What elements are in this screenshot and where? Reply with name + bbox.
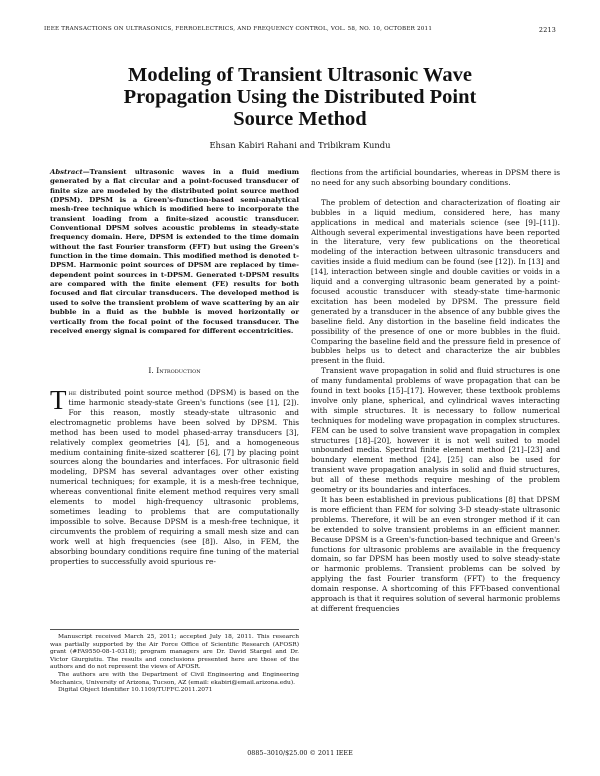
section-heading: I. Introduction	[148, 366, 201, 376]
footnote: The authors are with the Department of Civil Engineering and Engineering Mechanics, University of Arizona, Tucson, AZ (email: ekabiri@email.arizona.edu).	[50, 671, 299, 686]
left-column	[50, 168, 299, 566]
journal-header: IEEE TRANSACTIONS ON ULTRASONICS, FERROELECTRICS, AND FREQUENCY CONTROL, VOL. 58, NO. 10, OCTOBER 2011	[44, 26, 433, 32]
intro-paragraph	[50, 385, 299, 566]
paragraph: Transient wave propagation in solid and fluid structures is one of many fundamental problems of wave propagation that can be found in text books [15]–[17]. However, these textbook problems involve only plane, spherical, and cylindrical waves interacting with simple structures. It is necessary to follow numerical techniques for modeling wave propagation in complex structures. FEM can be used to solve transient wave propagation in complex structures [18]–[20], however it is not well suited to model unbounded media. Spectral finite element method [21]–[23] and boundary element method [24], [25] can also be used for transient wave propagation analysis in solid and fluid structures, but all of these methods require meshing of the problem geometry or its boundaries and interfaces.	[311, 366, 560, 495]
authors: Ehsan Kabiri Rahani and Tribikram Kundu	[209, 140, 391, 150]
abstract-label: Abstract	[50, 168, 83, 176]
footnotes	[50, 629, 299, 695]
title-line: Modeling of Transient Ultrasonic Wave	[128, 64, 472, 86]
abstract	[50, 168, 299, 336]
paragraph: It has been established in previous publications [8] that DPSM is more efficient than FEM for solving 3-D steady-state ultrasonic problems. Therefore, it will be an even stronger method if it can be extended to solve transient problems in an efficient manner. Because DPSM is a Green's-function-based technique and Green's functions for ultrasonic problems are available in the frequency domain, so far DPSM has been mostly used to solve steady-state or harmonic problems. Transient problems can be solved by applying the fast Fourier transform (FFT) to the frequency domain response. A shortcoming of this FFT-based conventional approach is that it requires solution of several harmonic problems at different frequencies	[311, 495, 560, 613]
running-header	[44, 26, 556, 36]
footnote: Digital Object Identifier 10.1109/TUFFC.2011.2071	[58, 687, 213, 694]
abstract-text: —Transient ultrasonic waves in a fluid medium generated by a flat circular and a point-focused transducer of finite size are modeled by the distributed point source method (DPSM). DPSM is a Green's-function-based semi-analytical mesh-free technique which is modified here to incorporate the transient loading from a finite-sized acoustic transducer. Conventional DPSM solves acoustic problems in steady-state frequency domain. Here, DPSM is extended to the time domain without the fast Fourier transform (FFT) but using the Green's function in the time domain. This modified method is denoted t-DPSM. Harmonic point sources of DPSM are replaced by time-dependent point sources in t-DPSM. Generated t-DPSM results are compared with the finite element (FE) results for both focused and flat circular transducers. The developed method is used to solve the transient problem of wave scattering by an air bubble in a fluid as the bubble is moved horizontally or vertically from the focal point of the focused transducer. The received energy signal is compared for different eccentricities.	[50, 168, 299, 335]
page-number: 2213	[538, 26, 556, 34]
title-line: Propagation Using the Distributed Point	[123, 86, 477, 108]
title-line: Source Method	[233, 108, 367, 130]
paper-title	[40, 64, 560, 130]
intro-text: distributed point source method (DPSM) is based on the time harmonic steady-state Green's functions (see [1], [2]). For this reason, mostly steady-state ultrasonic and electromagnetic problems have been solved by DPSM. This method has been used to model phased-array transducers [3], relatively complex geometries [4], [5], and a homogeneous medium containing finite-sized scatterer [6], [7] by placing point sources along the boundaries and interfaces. For ultrasonic field modeling, DPSM has several advantages over other existing numerical techniques; for example, it is a mesh-free technique, whereas conventional finite element method requires very small elements to model high-frequency ultrasonic problems, sometimes leading to problems that are computationally impossible to solve. Because DPSM is a mesh-free technique, it circumvents the problem of requiring a small mesh size and can work well at high frequencies (see [8]). Also, in FEM, the absorbing boundary conditions require fine tuning of the material properties to successfully avoid spurious re-	[50, 388, 299, 566]
copyright-line: 0885–3010/$25.00 © 2011 IEEE	[247, 749, 353, 757]
lead-word: he	[68, 388, 77, 398]
drop-cap: T	[50, 385, 67, 416]
right-column	[311, 168, 560, 614]
paragraph: flections from the artificial boundaries, whereas in DPSM there is no need for any such absorbing boundary conditions.	[311, 168, 560, 187]
footnote: Manuscript received March 25, 2011; accepted July 18, 2011. This research was partially supported by the Air Force Office of Scientific Research (AFOSR) grant (#FA9550-08-1-0318); program managers are Dr. David Stargel and Dr. Victor Giurgiutiu. The results and conclusions presented here are those of the authors and do not represent the views of AFOSR.	[50, 634, 299, 671]
paragraph: The problem of detection and characterization of floating air bubbles in a liquid medium, considered here, has many applications in medical and materials science (see [9]–[11]). Although several experimental investigations have been reported in the literature, very few publications on the theoretical modeling of the interaction between ultrasonic transducers and cavities inside a fluid medium can be found (see [12]). In [13] and [14], interaction between single and double cavities or voids in a liquid and a converging ultrasonic beam generated by a point-focused acoustic transducer with steady-state time-harmonic excitation has been modeled by DPSM. The pressure field generated by a transducer in the absence of any bubble gives the baseline field. Any distortion in the baseline field indicates the possibility of the presence of one or more bubbles in the fluid. Comparing the baseline field and the pressure field in presence of bubbles helps us to detect and characterize the air bubbles present in the fluid.	[311, 197, 560, 366]
